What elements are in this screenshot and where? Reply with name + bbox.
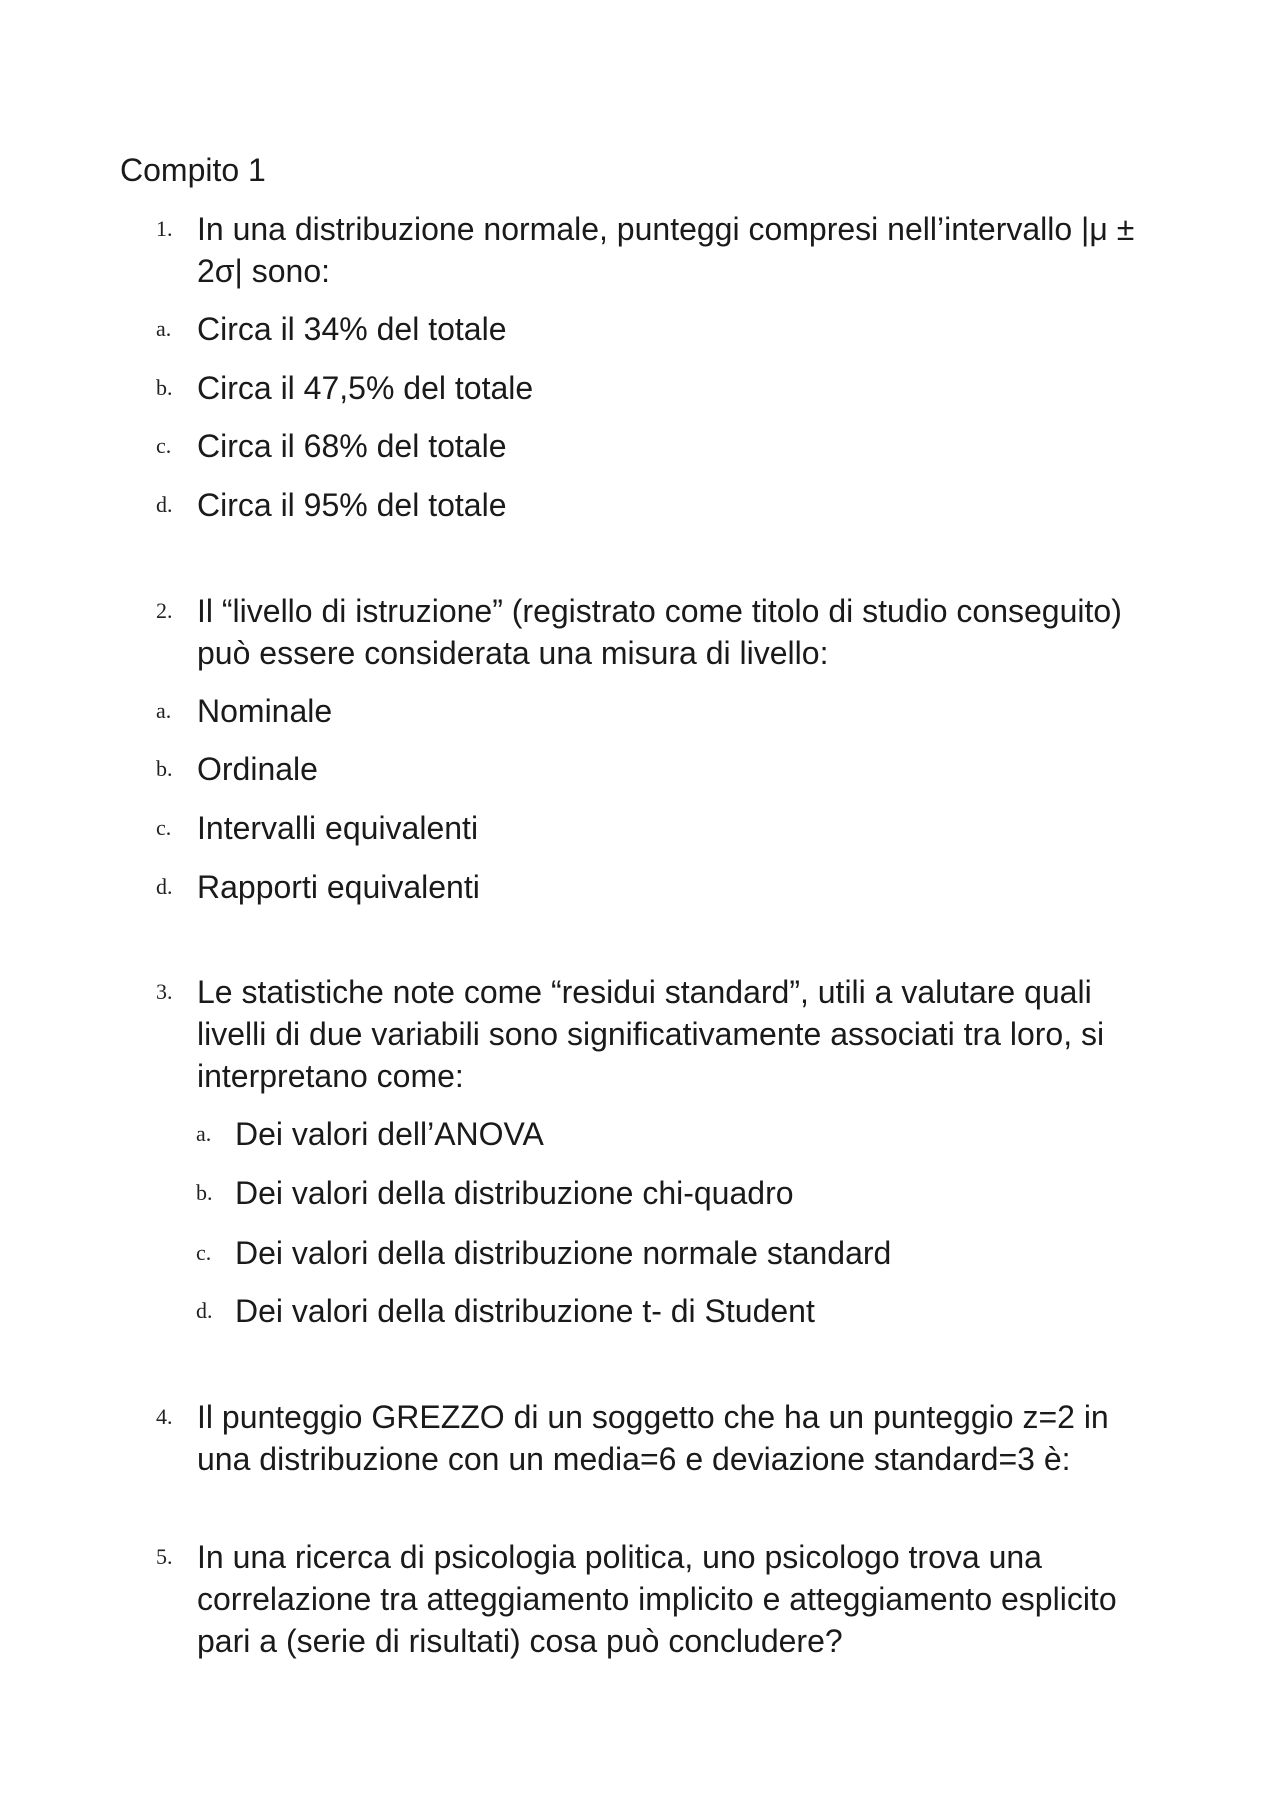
option-text: Ordinale bbox=[197, 751, 318, 787]
option-letter: a. bbox=[156, 698, 172, 723]
option-letter: d. bbox=[196, 1298, 213, 1323]
option-letter: d. bbox=[156, 492, 173, 517]
option-letter: d. bbox=[156, 874, 173, 899]
question-number: 4. bbox=[156, 1404, 173, 1429]
option-text: Circa il 95% del totale bbox=[197, 487, 507, 523]
option-text: Circa il 47,5% del totale bbox=[197, 370, 534, 406]
document-title: Compito 1 bbox=[120, 152, 266, 188]
option-letter: a. bbox=[196, 1121, 212, 1146]
option-text: Rapporti equivalenti bbox=[197, 869, 480, 905]
option-text: Circa il 34% del totale bbox=[197, 311, 507, 347]
option-text: Dei valori della distribuzione t- di Student bbox=[235, 1293, 815, 1329]
question-text: Il punteggio GREZZO di un soggetto che ha un punteggio z=2 in una distribuzione con un media=6 e deviazione standard=3 è: bbox=[197, 1399, 1109, 1477]
question-number: 2. bbox=[156, 598, 173, 623]
question-number: 5. bbox=[156, 1544, 173, 1569]
question-text: In una ricerca di psicologia politica, uno psicologo trova una correlazione tra atteggiamento implicito e atteggiamento esplicito pari a (serie di risultati) cosa può concludere? bbox=[197, 1539, 1117, 1659]
option-letter: c. bbox=[156, 815, 172, 840]
question-text: Le statistiche note come “residui standard”, utili a valutare quali livelli di due variabili sono significativamente associati tra loro, si interpretano come: bbox=[197, 974, 1105, 1094]
option-letter: c. bbox=[156, 433, 172, 458]
option-letter: b. bbox=[156, 756, 173, 781]
question-number: 1. bbox=[156, 216, 173, 241]
option-text: Intervalli equivalenti bbox=[197, 810, 479, 846]
option-text: Nominale bbox=[197, 693, 333, 729]
option-letter: b. bbox=[196, 1180, 213, 1205]
question-text: In una distribuzione normale, punteggi compresi nell’intervallo |μ ± 2σ| sono: bbox=[197, 211, 1135, 289]
option-text: Circa il 68% del totale bbox=[197, 428, 507, 464]
option-letter: c. bbox=[196, 1240, 212, 1265]
question-number: 3. bbox=[156, 979, 173, 1004]
option-text: Dei valori della distribuzione chi-quadro bbox=[235, 1175, 794, 1211]
option-letter: b. bbox=[156, 375, 173, 400]
option-text: Dei valori dell’ANOVA bbox=[235, 1116, 544, 1152]
question-text: Il “livello di istruzione” (registrato come titolo di studio conseguito) può essere considerata una misura di livello: bbox=[197, 593, 1122, 671]
option-letter: a. bbox=[156, 316, 172, 341]
option-text: Dei valori della distribuzione normale standard bbox=[235, 1235, 892, 1271]
